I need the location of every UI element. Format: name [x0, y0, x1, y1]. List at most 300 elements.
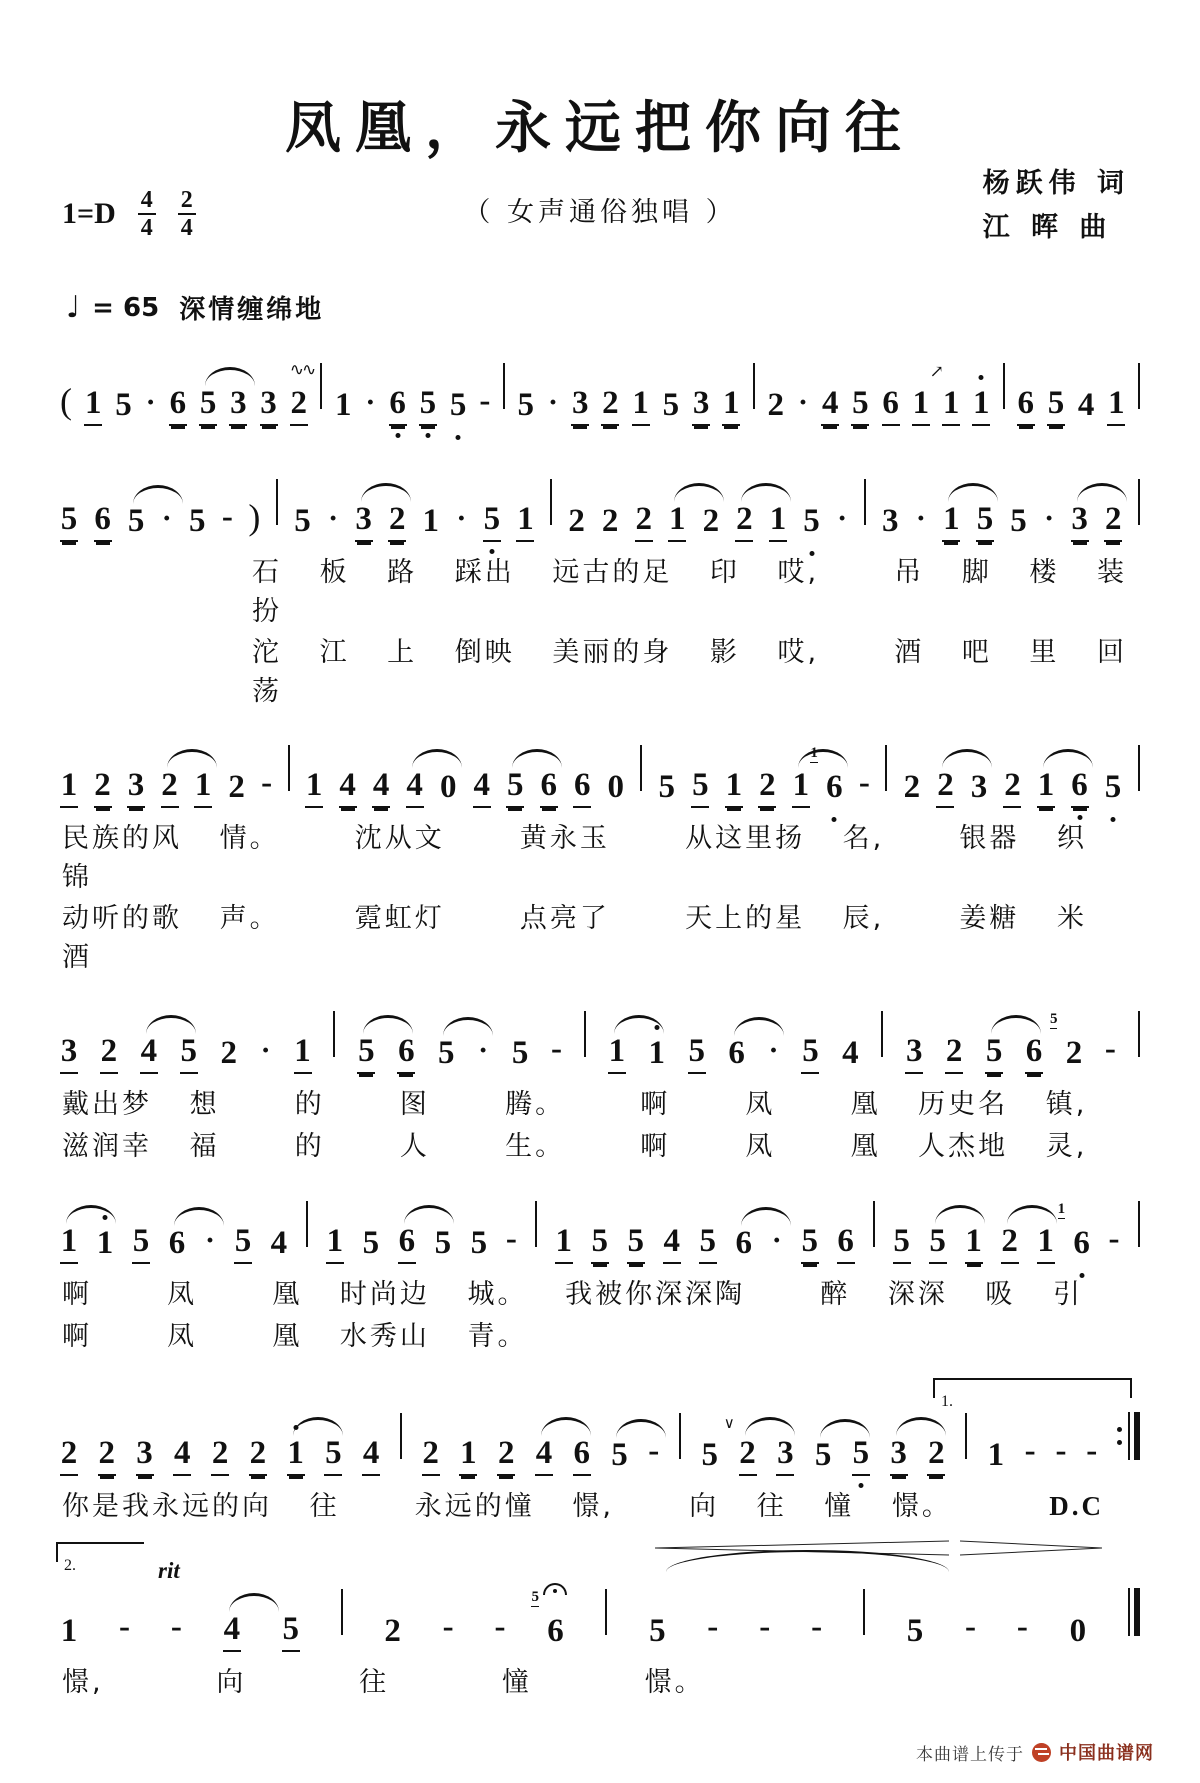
- note: [1047, 387, 1065, 426]
- mordent-icon: ∿∿: [289, 360, 315, 379]
- barline: [864, 479, 866, 525]
- note: [767, 389, 785, 426]
- note-digit: 5: [906, 1613, 924, 1649]
- note: [1037, 1225, 1055, 1264]
- note: [98, 1437, 116, 1476]
- score-line: [54, 732, 1163, 974]
- note-digit: 6: [882, 385, 899, 421]
- sustain-dash: -: [1055, 1433, 1067, 1469]
- note-digit: 5: [294, 503, 311, 539]
- note-digit: 2: [497, 1435, 515, 1471]
- repeat-dot: [1117, 1440, 1122, 1445]
- note-digit: 2: [945, 1033, 963, 1069]
- note-digit: 1: [194, 767, 212, 803]
- grace-note: 1: [810, 745, 818, 761]
- note-digit: 5: [1047, 385, 1065, 421]
- note: [324, 1437, 342, 1476]
- note-digit: 1: [912, 385, 930, 421]
- slur-arc: [935, 1205, 985, 1224]
- note: [945, 1035, 963, 1074]
- note: [591, 1225, 609, 1264]
- note: [94, 503, 112, 542]
- note: [305, 769, 323, 808]
- note: [473, 769, 491, 808]
- sustain-dash: -: [551, 1031, 563, 1067]
- dc-marking: D.C: [1049, 1491, 1104, 1521]
- notes-row: [54, 998, 1146, 1074]
- note-digit: 5: [419, 385, 437, 421]
- note-digit: 5: [115, 387, 132, 423]
- note-digit: 2: [388, 501, 406, 537]
- note: [632, 387, 650, 426]
- lyric-text: 沱 江 上 倒映 美丽的身 影 哎, 酒 吧 里 回荡: [252, 637, 1127, 707]
- lyric-text: 石 板 路 踩出 远古的足 印 哎, 吊 脚 楼 装扮: [252, 557, 1127, 627]
- note: [1010, 505, 1028, 542]
- augmentation-dot: ·: [145, 386, 156, 419]
- note: [362, 1437, 380, 1476]
- note-digit: 2: [602, 385, 619, 421]
- note-digit: 1: [326, 1223, 344, 1259]
- key-signature: 1=D: [62, 197, 116, 230]
- time-sig-numerator: 4: [138, 188, 156, 215]
- note: [388, 503, 406, 542]
- note-digit: 5: [801, 1223, 818, 1259]
- sustain-dash: -: [858, 765, 870, 801]
- note-digit: 3: [60, 1033, 78, 1069]
- note-digit: 1: [1037, 767, 1055, 803]
- note: [168, 1227, 186, 1264]
- lyric-text: 民族的风 情。 沈从文 黄永玉 从这里扬 名, 银器 织 锦: [62, 823, 1163, 893]
- time-sig-numerator: 2: [178, 188, 196, 215]
- note-digit: 1: [973, 385, 990, 421]
- footer-watermark: [916, 1739, 1154, 1765]
- note-digit: 4: [372, 767, 390, 803]
- repeat-end-barline: [1117, 1412, 1140, 1460]
- thin-bar: [1128, 1412, 1130, 1460]
- lyric-line: [54, 814, 1163, 894]
- quarter-note-icon: ♩: [66, 290, 81, 325]
- low-octave-dot: [858, 1483, 863, 1488]
- note: [127, 769, 145, 808]
- note-digit: 5: [449, 387, 467, 423]
- note-digit: 5: [189, 503, 206, 539]
- sustain-dash: -: [505, 1221, 517, 1257]
- note-digit: 3: [136, 1435, 153, 1471]
- note: [912, 362, 944, 426]
- note: [688, 1035, 706, 1074]
- barline: [640, 745, 642, 791]
- note-digit: 3: [777, 1435, 794, 1471]
- note: [173, 1437, 191, 1476]
- barline: [333, 1011, 335, 1057]
- note-digit: 2: [702, 503, 720, 539]
- note: [199, 387, 217, 426]
- note: [852, 1437, 870, 1476]
- note-digit: 5: [434, 1225, 452, 1261]
- note: [437, 1037, 455, 1074]
- note-digit: 2: [98, 1435, 116, 1471]
- note: [228, 771, 246, 808]
- notes-row: [54, 1393, 1146, 1476]
- note-digit: 1: [96, 1225, 114, 1261]
- note: [985, 1035, 1003, 1074]
- sustain-dash: -: [1104, 1031, 1116, 1067]
- low-octave-dot: [395, 433, 400, 438]
- lyric-line: [54, 1080, 1146, 1122]
- tempo-value: = 65: [92, 292, 160, 323]
- note-digit: 3: [127, 767, 145, 803]
- note-digit: 1: [943, 501, 960, 537]
- notes-row: [54, 732, 1146, 808]
- note: [608, 1035, 626, 1074]
- slur-arc: [133, 485, 183, 504]
- note: [355, 503, 373, 542]
- slur-arc: [942, 749, 992, 768]
- note-digit: 6: [94, 501, 111, 537]
- notes-row: [54, 466, 1146, 542]
- note-digit: 1: [305, 767, 323, 803]
- note: [60, 769, 78, 808]
- note: [282, 1613, 300, 1652]
- barline: [400, 1413, 402, 1459]
- note-digit: 2: [60, 1435, 78, 1471]
- lyric-text: 戴出梦 想 的 图 腾。 啊 凤 凰 历史名 镇,: [62, 1089, 1088, 1120]
- note-digit: 2: [1001, 1223, 1018, 1259]
- note: [699, 1225, 717, 1264]
- note: [517, 389, 535, 426]
- note: [127, 505, 145, 542]
- note-digit: 4: [223, 1611, 241, 1647]
- slur-arc: [541, 1417, 591, 1436]
- note-digit: 6: [573, 1435, 590, 1471]
- note-digit: 1: [460, 1435, 477, 1471]
- note-digit: 6: [169, 385, 187, 421]
- note-digit: 4: [339, 767, 356, 803]
- volta-label: 2.: [64, 1557, 76, 1574]
- note: [1069, 1615, 1087, 1652]
- note-digit: 2: [759, 767, 776, 803]
- barline: [885, 745, 887, 791]
- crescendo-hairpin: [655, 1528, 950, 1544]
- note: [881, 505, 899, 542]
- slur-arc: [1077, 483, 1127, 502]
- slur-arc: [205, 367, 255, 386]
- note: [84, 387, 102, 426]
- barline: [679, 1413, 681, 1459]
- note: [972, 387, 990, 426]
- note: [648, 1037, 666, 1074]
- note-digit: 6: [735, 1225, 752, 1261]
- note: [668, 503, 686, 542]
- slur-arc: [745, 1417, 795, 1436]
- note: [511, 1037, 529, 1074]
- sustain-dash: -: [1016, 1609, 1028, 1645]
- note-digit: 2: [161, 767, 178, 803]
- augmentation-dot: ·: [1044, 502, 1055, 535]
- note: [837, 1225, 855, 1264]
- note-digit: 1: [987, 1437, 1005, 1473]
- note-digit: 6: [168, 1225, 186, 1261]
- slur-arc: [948, 483, 998, 502]
- note: [739, 1437, 757, 1476]
- note-digit: 2: [635, 501, 652, 537]
- low-octave-dot: [425, 433, 430, 438]
- high-octave-dot: [654, 1025, 659, 1030]
- note-digit: 1: [792, 767, 810, 803]
- note: [555, 1225, 573, 1264]
- sustain-dash: -: [759, 1609, 771, 1645]
- note-digit: 3: [906, 1033, 923, 1069]
- note-digit: 2: [601, 503, 619, 539]
- note: [339, 769, 357, 808]
- score-line: [54, 1557, 1146, 1700]
- note: [658, 771, 676, 808]
- note: [470, 1227, 488, 1264]
- note-digit: 4: [406, 767, 423, 803]
- note: [890, 1437, 908, 1476]
- note: [516, 503, 534, 542]
- note-digit: 5: [517, 387, 534, 423]
- augmentation-dot: ·: [161, 502, 172, 535]
- note: [459, 1437, 477, 1476]
- note: [776, 1437, 794, 1476]
- credits: [983, 162, 1130, 250]
- slur-arc: [66, 1205, 116, 1224]
- note: [497, 1437, 515, 1476]
- note: [169, 387, 187, 426]
- note: [357, 1035, 375, 1074]
- note: [1001, 1225, 1019, 1264]
- barline: [288, 745, 290, 791]
- score-line: [54, 998, 1146, 1164]
- volta-bracket-2: [56, 1542, 144, 1574]
- note-digit: 6: [540, 767, 557, 803]
- augmentation-dot: ·: [915, 502, 926, 535]
- key-signature-row: [62, 188, 196, 240]
- thin-bar: [1128, 1588, 1130, 1636]
- note: [882, 387, 900, 426]
- barline: [503, 363, 505, 409]
- decrescendo-hairpin: [960, 1528, 1102, 1544]
- note-digit: 2: [94, 767, 111, 803]
- note-digit: 1: [725, 767, 743, 803]
- note-digit: 5: [976, 501, 994, 537]
- note-digit: 2: [228, 769, 245, 805]
- note: [571, 387, 589, 426]
- note: [114, 389, 132, 426]
- note-digit: 5: [627, 1223, 644, 1259]
- sustain-dash: -: [442, 1609, 454, 1645]
- sustain-dash: -: [494, 1609, 506, 1645]
- note: [610, 1439, 628, 1476]
- barline: [965, 1413, 967, 1459]
- slur-arc: [1043, 749, 1093, 768]
- note: [801, 1225, 819, 1264]
- note: [1107, 387, 1125, 426]
- sustain-dash: -: [479, 383, 491, 419]
- slur-arc: [412, 749, 462, 768]
- note-digit: 5: [1104, 769, 1122, 805]
- lyric-text: 啊 凤 凰 水秀山 青。: [62, 1321, 528, 1352]
- lyric-line: [54, 1122, 1146, 1164]
- rit-marking: rit: [158, 1558, 180, 1583]
- note-digit: 1: [334, 387, 352, 423]
- note: [535, 1437, 553, 1476]
- footer-site-name: 中国曲谱网: [1059, 1743, 1154, 1764]
- sustain-dash: -: [964, 1609, 976, 1645]
- slide-icon: ↗: [929, 362, 944, 381]
- note: [449, 389, 467, 426]
- note: [100, 1035, 118, 1074]
- note-digit: 3: [692, 385, 710, 421]
- note-digit: 5: [611, 1437, 628, 1473]
- slur-arc: [404, 1205, 454, 1224]
- note-digit: 2: [937, 767, 954, 803]
- note: [662, 389, 680, 426]
- note: [1003, 769, 1021, 808]
- barline: [320, 363, 322, 409]
- note: [965, 1225, 983, 1264]
- note-digit: 3: [890, 1435, 907, 1471]
- note-digit: 5: [127, 503, 145, 539]
- lyric-text: 憬, 向 往 憧 憬。: [62, 1667, 705, 1698]
- note-digit: 2: [767, 387, 784, 423]
- note: [419, 387, 437, 426]
- note-digit: 4: [821, 385, 839, 421]
- note-digit: 6: [547, 1613, 564, 1649]
- note: [663, 1225, 681, 1264]
- note: [434, 1227, 452, 1264]
- note-digit: 2: [568, 503, 585, 539]
- note: [60, 503, 78, 542]
- score-line: [54, 466, 1146, 708]
- note-digit: 5: [803, 503, 820, 539]
- high-octave-dot: [102, 1215, 107, 1220]
- note-digit: 2: [100, 1033, 118, 1069]
- note-digit: 1: [60, 1223, 78, 1259]
- note-digit: 1: [723, 385, 740, 421]
- note: [362, 1227, 380, 1264]
- note-digit: 1: [60, 1613, 78, 1649]
- note-digit: 2: [1065, 1035, 1083, 1071]
- lyric-text: 滋润幸 福 的 人 生。 啊 凤 凰 人杰地 灵,: [62, 1131, 1088, 1162]
- note-digit: 5: [358, 1033, 375, 1069]
- slur-arc: [991, 1015, 1041, 1034]
- parenthesis: (: [60, 381, 72, 421]
- note-digit: 2: [220, 1035, 237, 1071]
- note-digit: 3: [355, 501, 372, 537]
- note-digit: 4: [174, 1435, 191, 1471]
- note-digit: 5: [658, 769, 676, 805]
- note: [927, 1437, 945, 1476]
- note: [96, 1227, 114, 1264]
- note-digit: 5: [649, 1613, 666, 1649]
- note-digit: 2: [422, 1435, 439, 1471]
- sustain-dash: -: [1086, 1433, 1098, 1469]
- note: [851, 387, 869, 426]
- note: [601, 505, 619, 542]
- note-digit: 2: [384, 1613, 401, 1649]
- note: [194, 769, 212, 808]
- augmentation-dot: ·: [260, 1034, 271, 1067]
- note: [334, 389, 352, 426]
- note: [573, 1437, 591, 1476]
- note-digit: 0: [1069, 1613, 1087, 1649]
- note: [287, 1437, 305, 1476]
- barline: [1138, 363, 1140, 409]
- note-digit: 5: [199, 385, 217, 421]
- note-digit: 5: [893, 1223, 910, 1259]
- note: [803, 505, 821, 542]
- note-digit: 1: [517, 501, 534, 537]
- barline: [1138, 1011, 1140, 1057]
- note-digit: 3: [970, 769, 988, 805]
- slur-arc: [363, 1015, 413, 1034]
- tempo-row: [66, 289, 1200, 326]
- note-digit: 5: [852, 1435, 870, 1471]
- note: [60, 1035, 78, 1074]
- note: [1057, 1201, 1091, 1264]
- note-digit: 2: [290, 385, 308, 421]
- note: [702, 505, 720, 542]
- note: [406, 769, 424, 808]
- note-digit: 6: [389, 385, 406, 421]
- note-digit: 5: [814, 1437, 832, 1473]
- note: [905, 1035, 923, 1074]
- note-digit: 5: [234, 1223, 252, 1259]
- note-digit: 6: [837, 1223, 854, 1259]
- tempo-expression: 深情缠绵地: [179, 295, 325, 325]
- time-sig-denominator: 4: [140, 215, 153, 241]
- sustain-dash: -: [261, 765, 273, 801]
- slur-arc: [741, 483, 791, 502]
- note-digit: 6: [1017, 385, 1034, 421]
- note: [294, 1035, 312, 1074]
- note: [691, 769, 709, 808]
- slur-arc: [361, 483, 411, 502]
- volta-bracket-1: [933, 1378, 1132, 1410]
- low-octave-dot: [809, 551, 814, 556]
- note: [211, 1437, 229, 1476]
- note: [722, 387, 740, 426]
- note-digit: 1: [965, 1223, 982, 1259]
- note: [294, 505, 312, 542]
- grace-note: 5: [531, 1589, 539, 1605]
- note: [540, 769, 558, 808]
- note: [220, 1037, 238, 1074]
- note: [326, 1225, 344, 1264]
- note: [792, 769, 810, 808]
- note: [439, 771, 457, 808]
- lyric-text: 动听的歌 声。 霓虹灯 点亮了 天上的星 辰, 姜糖 米 酒: [62, 903, 1163, 973]
- note: [573, 769, 591, 808]
- note-digit: 5: [325, 1435, 342, 1471]
- augmentation-dot: ·: [456, 502, 467, 535]
- note: [260, 387, 278, 426]
- notes-row: [54, 1188, 1146, 1264]
- note-digit: 2: [739, 1435, 756, 1471]
- barline: [605, 1589, 607, 1635]
- slur-arc: [167, 749, 217, 768]
- note-digit: 5: [437, 1035, 455, 1071]
- low-octave-dot: [832, 817, 837, 822]
- note-digit: 4: [1077, 387, 1095, 423]
- note-digit: 1: [422, 503, 440, 539]
- note-digit: 5: [662, 387, 680, 423]
- note: [1025, 1035, 1043, 1074]
- note: [769, 503, 787, 542]
- low-octave-dot: [1111, 817, 1116, 822]
